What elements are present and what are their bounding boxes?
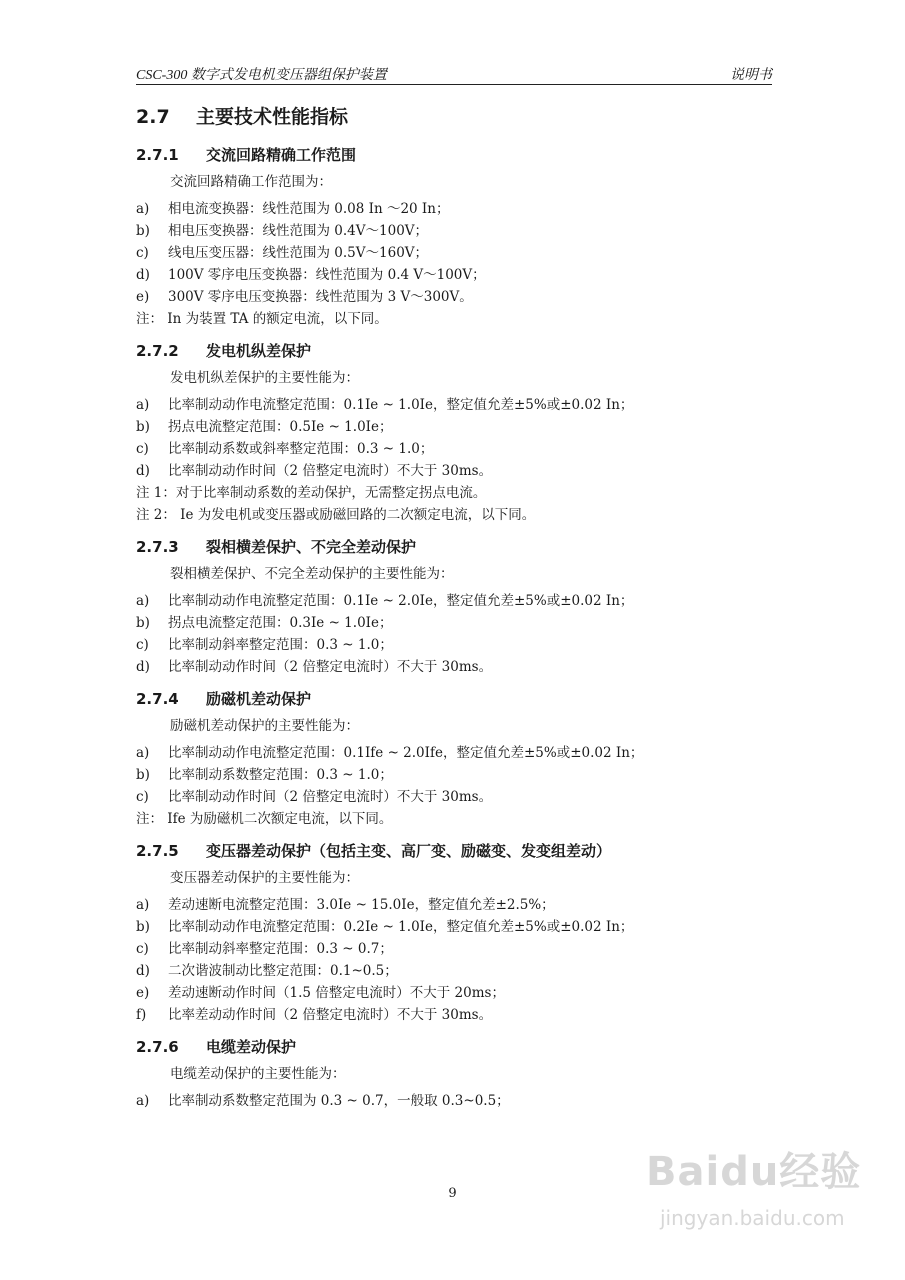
list-item-text: 拐点电流整定范围：0.5Ie ~ 1.0Ie；	[168, 419, 393, 435]
page-header	[136, 62, 772, 85]
list-item-marker: a)	[136, 897, 150, 913]
subsection-title: 励磁机差动保护	[206, 690, 312, 708]
subsection-intro: 发电机纵差保护的主要性能为：	[170, 370, 359, 386]
list-item-text: 相电流变换器：线性范围为 0.08 In ～20 In；	[168, 201, 450, 217]
list-item	[136, 220, 776, 242]
list-item-text: 差动速断电流整定范围：3.0Ie ~ 15.0Ie，整定值允差±2.5%；	[168, 897, 555, 913]
list-item-marker: b)	[136, 767, 150, 783]
note: 注 1：对于比率制动系数的差动保护，无需整定拐点电流。	[136, 485, 487, 501]
list-item-text: 相电压变换器：线性范围为 0.4V～100V；	[168, 223, 429, 239]
list-item	[136, 916, 776, 938]
page-number: 9	[448, 1186, 457, 1201]
watermark-logo: Baidu经验	[646, 1149, 862, 1195]
subsections	[136, 142, 776, 1112]
list-item	[136, 612, 776, 634]
list-item	[136, 1004, 776, 1026]
watermark-url: jingyan.baidu.com	[660, 1206, 845, 1230]
list-item-marker: d)	[136, 659, 150, 675]
subsection-intro: 变压器差动保护的主要性能为：	[170, 870, 359, 886]
subsection-intro: 裂相横差保护、不完全差动保护的主要性能为：	[170, 566, 454, 582]
subsection-heading	[136, 338, 776, 364]
section-number: 2.7	[136, 106, 170, 128]
list-item-text: 二次谐波制动比整定范围：0.1~0.5；	[168, 963, 398, 979]
list-item	[136, 394, 776, 416]
list-item	[136, 590, 776, 612]
subsection-heading	[136, 534, 776, 560]
subsection-number: 2.7.1	[136, 146, 179, 164]
list-item-marker: b)	[136, 419, 150, 435]
list-item	[136, 438, 776, 460]
list-item-text: 拐点电流整定范围：0.3Ie ~ 1.0Ie；	[168, 615, 393, 631]
subsection-intro: 交流回路精确工作范围为：	[170, 174, 332, 190]
list-item-text: 比率制动斜率整定范围：0.3 ~ 0.7；	[168, 941, 393, 957]
list-item	[136, 460, 776, 482]
list-item-text: 比率制动动作电流整定范围：0.1Ie ~ 2.0Ie，整定值允差±5%或±0.02 In；	[168, 593, 634, 609]
subsection-title: 裂相横差保护、不完全差动保护	[206, 538, 417, 556]
list-item-marker: c)	[136, 245, 149, 261]
list-item-text: 100V 零序电压变换器：线性范围为 0.4 V～100V；	[168, 267, 486, 283]
list-item-text: 300V 零序电压变换器：线性范围为 3 V～300V。	[168, 289, 473, 305]
header-doc-title: CSC-300 数字式发电机变压器组保护装置	[136, 68, 387, 83]
list-item-text: 比率制动动作电流整定范围：0.1Ife ~ 2.0Ife，整定值允差±5%或±0.02 In；	[168, 745, 644, 761]
subsection-heading	[136, 142, 776, 168]
list-item-marker: c)	[136, 637, 149, 653]
list-item-marker: c)	[136, 441, 149, 457]
page-content	[136, 100, 776, 1112]
header-doc-type: 说明书	[730, 68, 772, 83]
list-item-marker: d)	[136, 463, 150, 479]
list-item	[136, 764, 776, 786]
list-item-marker: b)	[136, 919, 150, 935]
subsection-number: 2.7.2	[136, 342, 179, 360]
list-item-text: 比率制动系数整定范围为 0.3 ~ 0.7，一般取 0.3~0.5；	[168, 1093, 510, 1109]
list-item-marker: c)	[136, 941, 149, 957]
list-item-marker: d)	[136, 963, 150, 979]
list-item-text: 比率制动动作时间（2 倍整定电流时）不大于 30ms。	[168, 659, 493, 675]
list-item-text: 比率制动动作时间（2 倍整定电流时）不大于 30ms。	[168, 789, 493, 805]
list-item-text: 比率制动动作电流整定范围：0.2Ie ~ 1.0Ie，整定值允差±5%或±0.02 In；	[168, 919, 634, 935]
list-item-text: 比率制动系数或斜率整定范围：0.3 ~ 1.0；	[168, 441, 434, 457]
list-item-text: 比率制动系数整定范围：0.3 ~ 1.0；	[168, 767, 393, 783]
list-item	[136, 938, 776, 960]
list-item-text: 差动速断动作时间（1.5 倍整定电流时）不大于 20ms；	[168, 985, 505, 1001]
list-item	[136, 264, 776, 286]
list-item	[136, 416, 776, 438]
list-item	[136, 656, 776, 678]
list-item	[136, 1090, 776, 1112]
list-item-marker: a)	[136, 593, 150, 609]
list-item	[136, 894, 776, 916]
subsection-number: 2.7.4	[136, 690, 179, 708]
subsection-number: 2.7.3	[136, 538, 179, 556]
note: 注 2： Ie 为发电机或变压器或励磁回路的二次额定电流，以下同。	[136, 507, 536, 523]
subsection-title: 交流回路精确工作范围	[206, 146, 357, 164]
list-item-text: 比率制动动作电流整定范围：0.1Ie ~ 1.0Ie，整定值允差±5%或±0.02 In；	[168, 397, 634, 413]
section-title	[136, 100, 776, 134]
subsection-title: 发电机纵差保护	[206, 342, 312, 360]
list-item-marker: e)	[136, 289, 150, 305]
list-item	[136, 286, 776, 308]
section-heading: 主要技术性能指标	[196, 106, 349, 128]
subsection-heading	[136, 1034, 776, 1060]
list-item-marker: a)	[136, 1093, 150, 1109]
list-item-marker: d)	[136, 267, 150, 283]
list-item-marker: e)	[136, 985, 150, 1001]
list-item-text: 比率差动动作时间（2 倍整定电流时）不大于 30ms。	[168, 1007, 493, 1023]
note: 注： In 为装置 TA 的额定电流，以下同。	[136, 311, 388, 327]
list-item-marker: f)	[136, 1007, 147, 1023]
list-item	[136, 198, 776, 220]
subsection-number: 2.7.6	[136, 1038, 179, 1056]
subsection-number: 2.7.5	[136, 842, 179, 860]
watermark	[636, 1140, 866, 1250]
list-item	[136, 786, 776, 808]
list-item	[136, 634, 776, 656]
list-item-marker: a)	[136, 745, 150, 761]
list-item	[136, 982, 776, 1004]
list-item-marker: c)	[136, 789, 149, 805]
list-item-marker: a)	[136, 201, 150, 217]
list-item	[136, 960, 776, 982]
subsection-intro: 励磁机差动保护的主要性能为：	[170, 718, 359, 734]
list-item	[136, 242, 776, 264]
list-item-marker: a)	[136, 397, 150, 413]
list-item	[136, 742, 776, 764]
subsection-heading	[136, 686, 776, 712]
note: 注： Ife 为励磁机二次额定电流，以下同。	[136, 811, 393, 827]
list-item-marker: b)	[136, 615, 150, 631]
subsection-heading	[136, 838, 776, 864]
list-item-text: 线电压变压器：线性范围为 0.5V～160V；	[168, 245, 429, 261]
subsection-title: 变压器差动保护（包括主变、高厂变、励磁变、发变组差动）	[206, 842, 612, 860]
subsection-intro: 电缆差动保护的主要性能为：	[170, 1066, 346, 1082]
list-item-marker: b)	[136, 223, 150, 239]
list-item-text: 比率制动动作时间（2 倍整定电流时）不大于 30ms。	[168, 463, 493, 479]
list-item-text: 比率制动斜率整定范围：0.3 ~ 1.0；	[168, 637, 393, 653]
subsection-title: 电缆差动保护	[206, 1038, 297, 1056]
